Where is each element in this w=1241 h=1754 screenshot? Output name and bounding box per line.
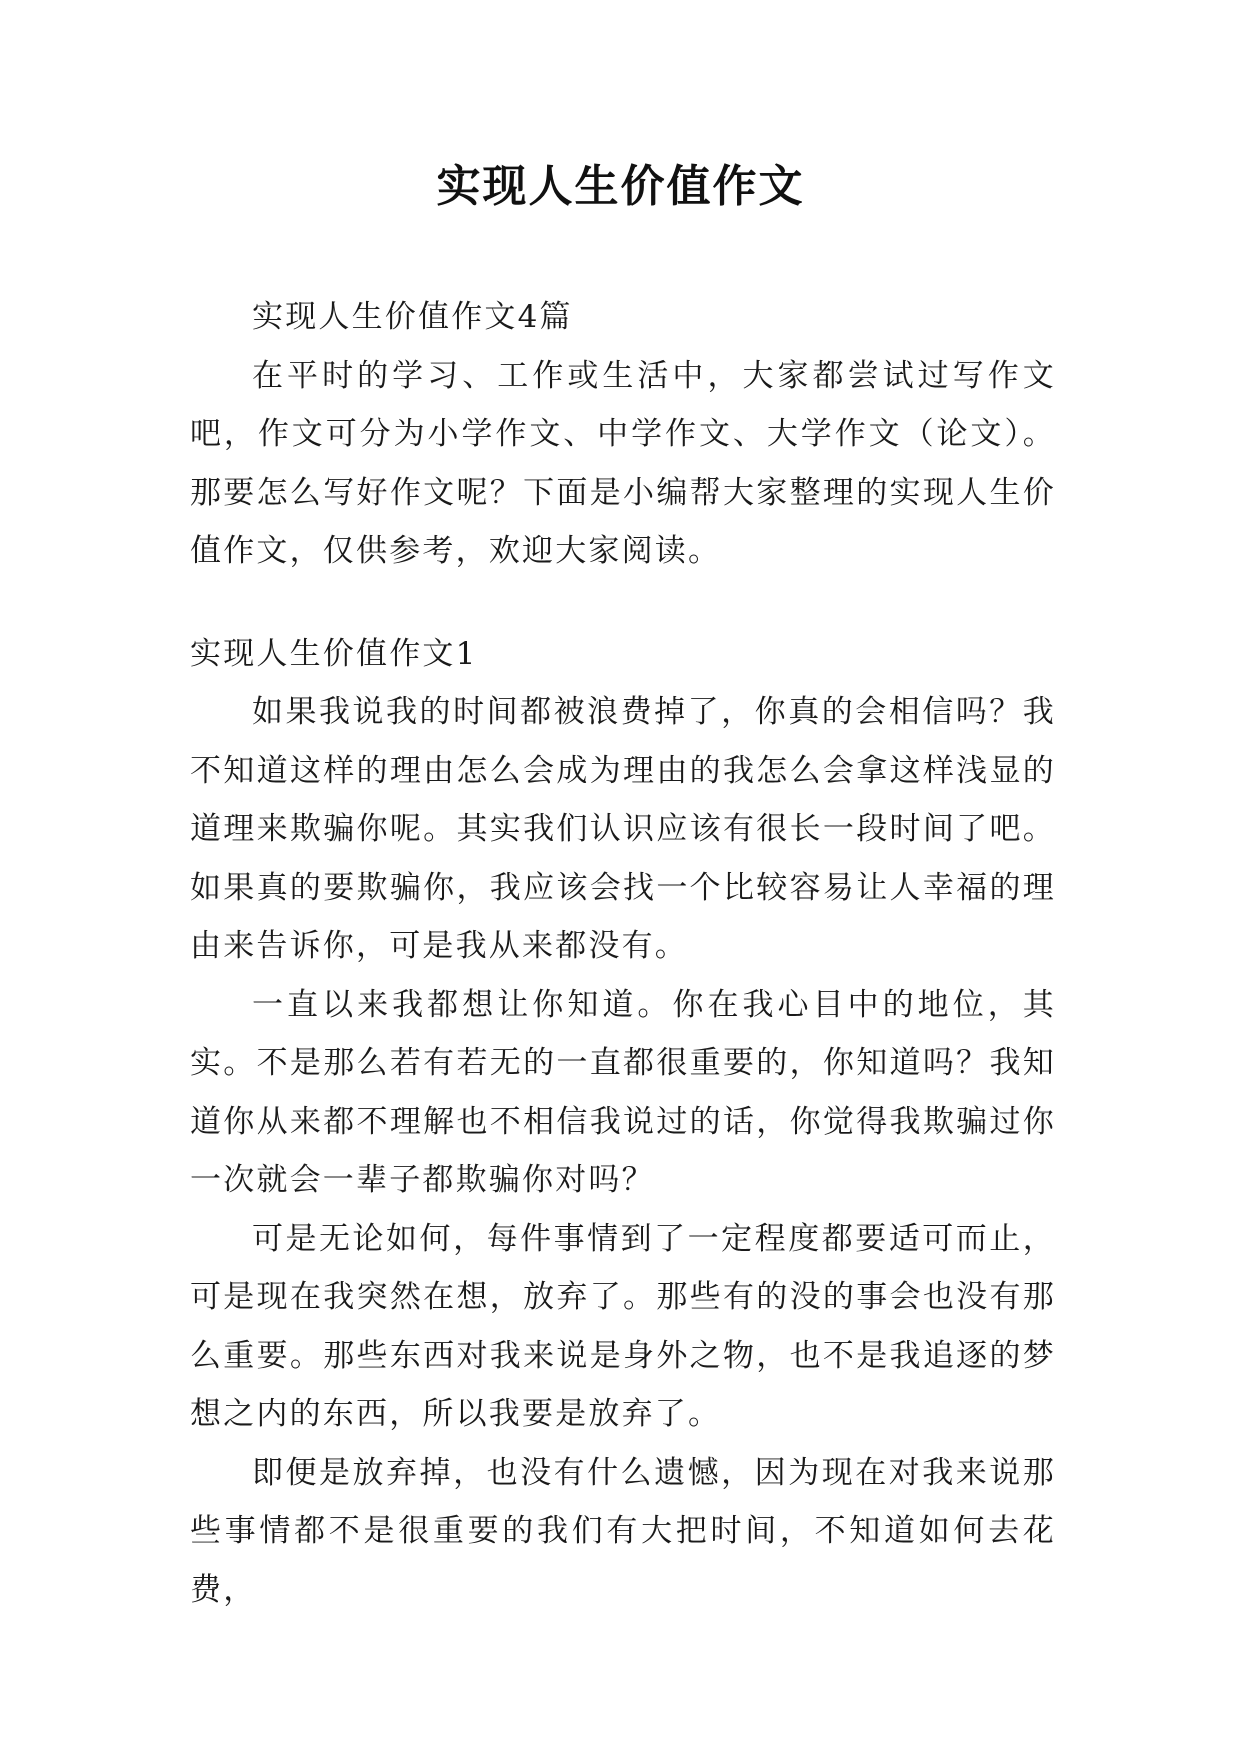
body-paragraph: 可是无论如何，每件事情到了一定程度都要适可而止，可是现在我突然在想，放弃了。那些有的没的事会也没有那么重要。那些东西对我来说是身外之物，也不是我追逐的梦想之内的东西，所以我要是放弃了。 — [190, 1220, 1056, 1432]
intro-paragraph: 在平时的学习、工作或生活中，大家都尝试过写作文吧，作文可分为小学作文、中学作文、大学作文（论文）。那要怎么写好作文呢？下面是小编帮大家整理的实现人生价值作文，仅供参考，欢迎大家阅读。 — [190, 357, 1056, 569]
document-body — [190, 288, 1056, 1619]
body-paragraph: 即便是放弃掉，也没有什么遗憾，因为现在对我来说那些事情都不是很重要的我们有大把时间，不知道如何去花费， — [190, 1454, 1056, 1608]
body-paragraph: 如果我说我的时间都被浪费掉了，你真的会相信吗？我不知道这样的理由怎么会成为理由的我怎么会拿这样浅显的道理来欺骗你呢。其实我们认识应该有很长一段时间了吧。如果真的要欺骗你，我应该会找一个比较容易让人幸福的理由来告诉你，可是我从来都没有。 — [190, 694, 1056, 964]
section-heading: 实现人生价值作文1 — [190, 635, 478, 672]
document-title: 实现人生价值作文 — [436, 161, 805, 212]
intro-heading: 实现人生价值作文4篇 — [252, 299, 573, 335]
body-paragraph: 一直以来我都想让你知道。你在我心目中的地位，其实。不是那么若有若无的一直都很重要的，你知道吗？我知道你从来都不理解也不相信我说过的话，你觉得我欺骗过你一次就会一辈子都欺骗你对吗？ — [190, 986, 1056, 1198]
